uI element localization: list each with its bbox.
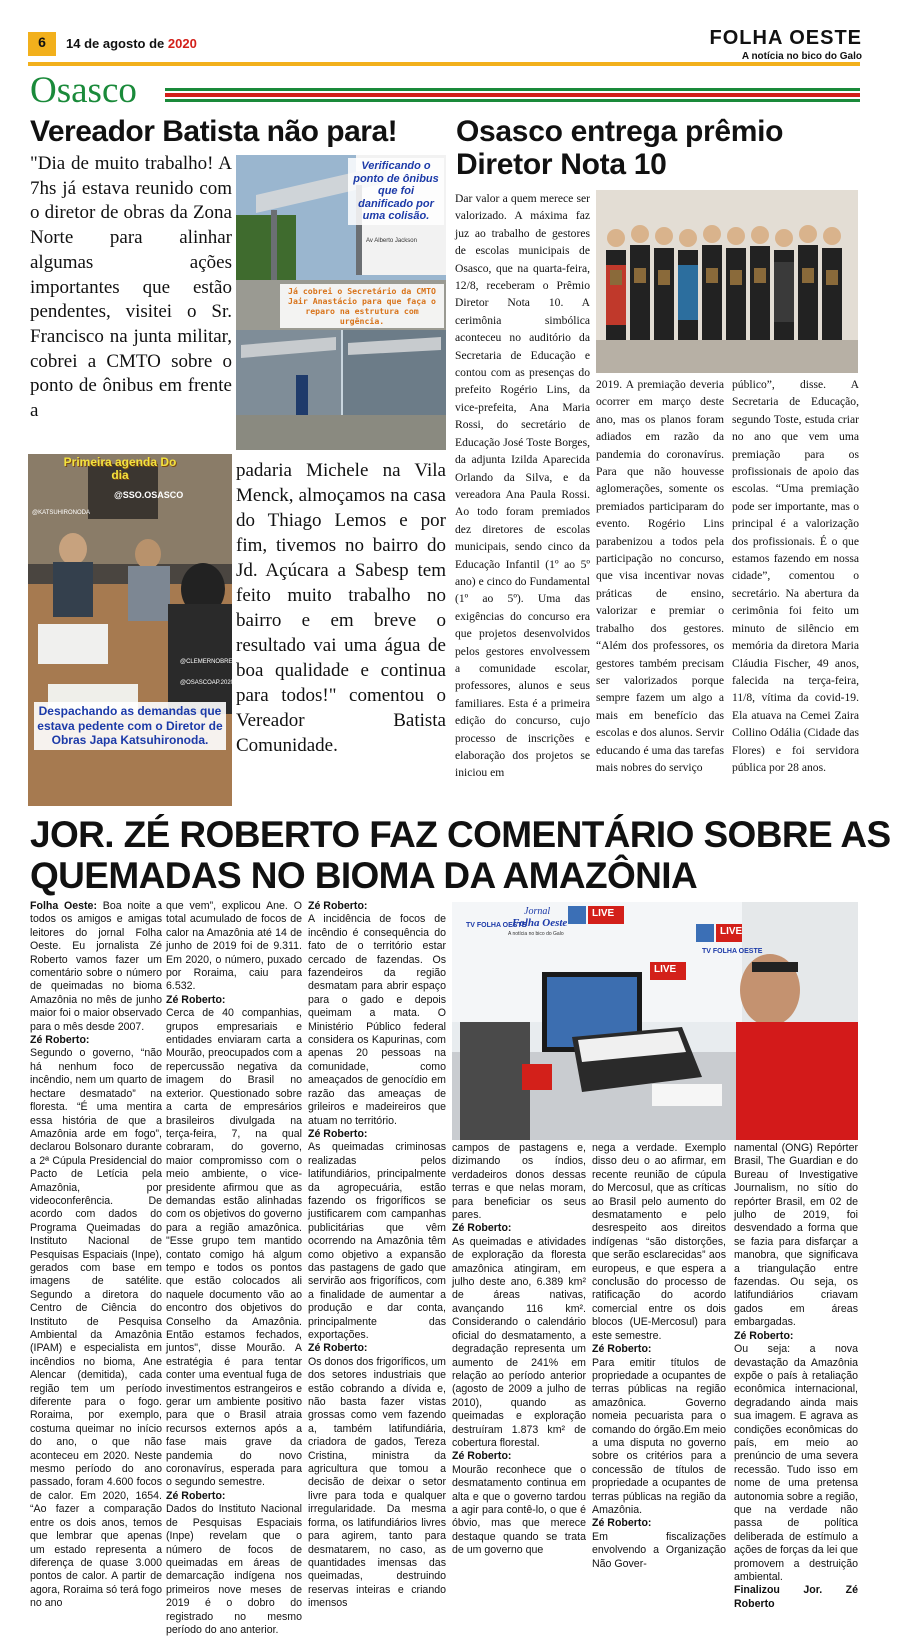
paragraph [592,1517,726,1571]
live-badge-3: LIVE [654,964,677,975]
paragraph-text: As queimadas e atividades de exploração da floresta amazônica atingiram, em julho deste ano, 6.389 km² de áreas nativas, avançando 116 km². Considerando o calendário oficial do desmatamento, a degradação representa um aumento de 241% em relação ao período anterior (agosto de 2009 a julho de 2010), quando as queimadas e exploração destruíram 1.873 km² de cobertura florestal. [452,1235,586,1449]
meeting-handle-2: @KATSUHIRONODA [32,510,90,516]
article1-intro: "Dia de muito trabalho! A 7hs já estava reunido com o diretor de obras da Zona Norte para alinhar algumas ações importantes que estão pendentes, visitei o Sr. Francisco na junta militar, cobrei a CMTO sobre o ponto de ônibus em frente a [30,153,232,422]
paragraph [452,1142,586,1222]
paragraph [308,900,446,1128]
subhead: Zé Roberto: [308,1127,368,1140]
bus-photo-street: Av Alberto Jackson [366,238,417,244]
paragraph [734,1584,858,1611]
subhead: Zé Roberto: [734,1329,794,1342]
article2-col1: Dar valor a quem merece ser valorizado. A máxima faz juz ao trabalho de gestores de escolas municipais de Osasco, que na quarta-feira, 12/8, receberam o Prêmio Diretor Nota 10. A cerimônia simbólica aconteceu no auditório da Secretaria de Educação e contou com as presenças do prefeito Rogério Lins, da vice-prefeita, Ana Maria Rossi, do secretário de Educação José Toste Borges, da adjunta Izilda Aparecida Orlando da Silva, e da vereadora Ana Paula Rossi. Ao todo foram premiados dez diretores de escolas municipais, sendo cinco da Educação Infantil (1º ao 5º ano) e cinco do Fundamental (1º ao 5º). Uma das exigências do concurso era que projetos desenvolvidos pelos gestores envolvessem a comunidade escolar, professores, alunos e seus familiares. Esta é a primeira edição do concurso, cujo processo de inscrições e elaboração dos projetos se iniciou em [455,192,590,780]
section-title: Osasco [30,70,137,111]
meeting-caption-bottom: Despachando as demandas que estava pedente com o Diretor de Obras Japa Katsuhironoda. [34,702,226,750]
paragraph [592,1343,726,1517]
paragraph [592,1142,726,1343]
paragraph [30,1034,162,1610]
article2-col3: público”, disse. A Secretaria de Educação, segundo Toste, estuda criar no ano que vem uma premiação para os profissionais de apoio das escolas. “Uma premiação pode ser importante, mas o principal é a valorização dos profissionais. É o que estamos fazendo em nossa cidade”, comentou o secretário. Na abertura da cerimônia foi feito um minuto de silêncio em memória da diretora Maria Cláudia Fischer, 49 anos, falecida na terça-feira, 11/8, vítima da covid-19. Ela atuava na Cemei Zaira Collino Odália (Cidade das Flores) e foi servidora pública por 28 anos. [732,378,859,774]
article2-headline-2: Diretor Nota 10 [456,148,667,181]
article3-col2 [166,900,302,1636]
paragraph-text: Os donos dos frigoríficos, um dos setores industriais que estão cobrando a dívida e, não basta fazer vistas grossas como vem fazendo a, também latifundiária, criadora de gados, Tereza Cristina, ministra da agricultura que tomou a decisão de deixar o setor livre para toda e qualquer irregularidade. Da mesma forma, os latifundiários livres para agirem, tanto para desmatarem, no caso, as quantidades imensas das queimadas, destruindo reservas inteiras e criando imensos [308,1355,446,1610]
article1-continuation: padaria Michele na Vila Menck, almoçamos na casa do Thiago Lemos e por fim, tivemos no bairro do Jd. Açúcara a Sabesp tem feito muito trabalho no bairro e em breve o resultado vai uma água de boa qualidade e continua para todos!" comentou o Vereador Batista Comunidade. [236,460,446,756]
studio-brand-tag: A notícia no bico do Galo [508,931,564,937]
meeting-handle-3: @CLEMERNOBRE [180,659,233,665]
award-photo [596,190,858,373]
paragraph [166,900,302,994]
paragraph-text: que vem”, explicou Ane. O total acumulado de focos de calor na Amazônia até 14 de junho de 2019 foi de 9.311. Em 2020, o número, puxado por Roraima, caiu para 6.532. [166,900,302,993]
paragraph-text: As queimadas criminosas realizadas pelos latifundiários, principalmente da agropecuária, estão fazendo os frigoríficos se justificarem com campanhas publicitárias que vêm ocorrendo na Amazônia têm como objetivo a expansão das pastagens de gado que servirão aos frigoríficos, com a finalidade de aumentar a produção e dar conta, principalmente das exportações. [308,1141,446,1341]
paragraph [30,900,162,1034]
article3-headline-1: JOR. ZÉ ROBERTO FAZ COMENTÁRIO SOBRE AS [30,814,891,855]
paragraph [452,1222,586,1450]
meeting-photo [28,454,235,806]
subhead: Zé Roberto: [308,1342,368,1355]
studio-illustration [452,902,858,1140]
paragraph-text: Em fiscalizações envolvendo a Organização Não Gover- [592,1530,726,1570]
meeting-handle-4: @OSASCOAP.2020 [180,680,235,686]
paragraph-text: nega a verdade. Exemplo disso deu o ao afirmar, em recente reunião de cúpula do Mercosul, que as críticas ao Brasil pelo aumento do desmatamento e pelo desrespeito aos direitos indígenas “são distorções, que serão esclarecidas” aos europeus, e que espera a conclusão do processo de ratificação do acordo comercial entre os dois blocos (UE-Mercosul) para este semestre. [592,1142,726,1342]
studio-photo [452,902,858,1140]
subhead: Zé Roberto: [592,1343,652,1356]
article2-headline-1: Osasco entrega prêmio [456,115,784,148]
section-rule [165,88,860,102]
live-badge-2: LIVE [720,926,743,937]
paragraph-text: Mourão reconhece que o desmatamento continua em alta e que o governo tardou a agir para contê-lo, o que é óbvio, mas que merece destaque quando se trata de um governo que [452,1463,586,1557]
article2-col2: 2019. A premiação deveria ocorrer em março deste ano, mas os planos foram adiados em razão da pandemia do coronavírus. Para que não houvesse aglomerações, somente os premiados participaram do evento. Rogério Lins parabenizou a todos pela participação no concurso, que visa incentivar novas práticas de ensino, valorizar e premiar o trabalho dos gestores. “Além dos professores, os gestores também precisam ser valorizados porque sempre fazem um algo a mais em benefício das escolas e dos alunos. Servir educando é uma das tarefas mais nobres do serviço [596,378,724,774]
subhead: Folha Oeste: [30,900,97,912]
paragraph-text: Boa noite a todos os amigos e amigas leitores do jornal Folha Oeste. Eu jornalista Zé Roberto vamos fazer um comentário sobre o número de queimadas no bioma Amazônia no mês de junho maior foi o maior observado para o mês desde 2007. [30,900,162,1033]
article1-headline: Vereador Batista não para! [30,115,398,148]
paragraph-text: namental (ONG) Repórter Brasil, The Guardian e do Bureau of Investigative Journalism, no sítio do repórter Brasil, em 02 de julho de 2019, foi desvendado a forma que se fazia para disfarçar a manobra, que significava a triangulação entre fazendas. Ou seja, os latifundiários criavam gados em áreas embargadas. [734,1142,858,1329]
meeting-illustration [28,454,235,806]
subhead: Zé Roberto: [452,1222,512,1235]
paragraph-text: campos de pastagens e, dizimando os índios, verdadeiros donos dessas terras e que nelas moram, para beneficiar os seus pares. [452,1142,586,1222]
bus-photo-caption-bottom: Já cobrei o Secretário da CMTO Jair Anastácio para que faça o reparo na estrutura com urgência. [280,284,444,328]
tv-label-2: TV FOLHA OESTE [702,948,763,955]
subhead: Zé Roberto: [30,1034,90,1047]
article3-col4 [452,1142,586,1572]
paragraph-text: Para emitir títulos de propriedade a ocupantes de terras públicas na região amazônica. Governo nomeia pecuarista para o comando do órgão.Em meio a uma disputa no governo sobre os critérios para a concessão de títulos de propriedade a ocupantes de terras públicas na região da Amazônia. [592,1356,726,1516]
subhead: Zé Roberto: [592,1517,652,1530]
paragraph [308,1342,446,1610]
bus-stop-photo [236,155,446,450]
paragraph [308,1128,446,1343]
paragraph [452,1450,586,1557]
bus-photo-caption-top: Verificando o ponto de ônibus que foi danificado por uma colisão. [348,158,444,225]
paragraph [166,1490,302,1637]
subhead: Zé Roberto: [166,1489,226,1502]
article3-col6 [734,1142,858,1610]
subhead: Zé Roberto: [166,993,226,1006]
date-text: 14 de agosto de [66,36,168,51]
paragraph-text: A incidência de focos de incêndio é consequência do fato de o território estar cercado de fazendas. Os fazendeiros da região desmatam para abrir espaço para o gado e depois queimam a mata. O Ministério Público federal considera os Kapurinas, com apenas 20 pessoas na comunidade, como ameaçados de genocídio em razão das ameaças de grileiros e madeireiros que atuam no território. [308,913,446,1127]
studio-brand-1: Jornal [524,906,551,917]
paragraph [734,1330,858,1585]
issue-date [66,36,197,51]
studio-brand-2: Folha Oeste [512,917,568,929]
paragraph-text: Ou seja: a nova devastação da Amazônia expõe o país à retaliação econômica internacional, degradando ainda mais sua imagem. E agrava as condições econômicas do país, em meio ao prenúncio de uma severa recessão. Tudo isso em nome de uma pretensa autonomia sobre a região, que na verdade não passa de política deliberada de estímulo a ações de forças da lei que promovem a destruição ambiental. [734,1343,858,1583]
page-number: 6 [38,34,46,50]
article3-headline-2: QUEMADAS NO BIOMA DA AMAZÔNIA [30,855,698,896]
article3-col5 [592,1142,726,1572]
paragraph-text: Cerca de 40 companhias, grupos empresariais e entidades enviaram carta a Mourão, preocupados com a repercussão negativa da imagem do Brasil no exterior. Questionado sobre a carta de empresários brasileiros divulgada na terça-feira, 7, na qual cobraram, do governo, maior compromisso com o meio ambiente, o vice-presidente afirmou que as demandas estão alinhadas com os objetivos do governo para a região amazônica. "Esse grupo tem mantido contato comigo há algum tempo e todos os pontos que estão colocados ali naquele documento vão ao encontro dos objetivos do Conselho da Amazônia. Então estamos fechados, juntos", disse Mourão. A estratégia é para tentar conter uma eventual fuga de investimentos estrangeiros e gerar um ambiente positivo para que o Brasil atraia recursos externos após a fase mais grave da pandemia do novo coronavírus, esperada para o segundo semestre. [166,1007,302,1489]
article3-col1 [30,900,162,1610]
award-illustration [596,190,858,373]
article3-col3 [308,900,446,1610]
paragraph-text: Segundo o governo, “não há nenhum foco de incêndio, nem um quarto de hectare desmatado” na floresta. “É uma mentira essa história de que a Amazônia arde em fogo”, declarou Bolsonaro durante a 2ª Cúpula Presidencial do Pacto de Letícia pela Amazônia, por videoconferência. De acordo com dados do Programa Queimadas do Instituto Nacional de Pesquisas Espaciais (Inpe), gerados com base em imagens de satélite. Segundo a diretora do Centro de Ciência do Instituto de Pesquisa Ambiental da Amazônia (IPAM) e especialista em incêndios no bioma, Ane Alencar (demitida), cada região tem um período diferente para o fogo. Roraima, por exemplo, costuma queimar no início do ano, o que não aconteceu em 2020. Neste mesmo período do ano passado, foram 4.600 focos de calor. Em 2020, 1654. “Ao fazer a comparação entre os dois anos, temos que lembrar que apenas um estado representa a diferença de quase 3.000 pontos de calor. A partir de agora, Roraima só terá fogo no ano [30,1047,162,1610]
paragraph-text: Dados do Instituto Nacional de Pesquisas Espaciais (Inpe) revelam que o número de focos de queimadas em áreas de demarcação indígena nos primeiros nove meses de 2019 é o dobro do registrado no mesmo período do ano anterior. [166,1503,302,1636]
live-badge-1: LIVE [592,908,615,919]
signoff: Finalizou Jor. Zé Roberto [734,1584,858,1610]
tv-label-1: TV FOLHA OESTE [466,922,527,929]
subhead: Zé Roberto: [452,1450,512,1463]
subhead: Zé Roberto: [308,900,368,912]
paragraph [734,1142,858,1330]
meeting-caption-top: Primeira agenda Do dia [63,455,177,482]
meeting-handle-1: @SSO.OSASCO [114,490,184,500]
date-year: 2020 [167,36,197,51]
brand-name: FOLHA OESTE [709,27,862,49]
brand-tagline: A notícia no bico do Galo [741,51,862,62]
header-rule [28,62,860,66]
paragraph [166,994,302,1490]
